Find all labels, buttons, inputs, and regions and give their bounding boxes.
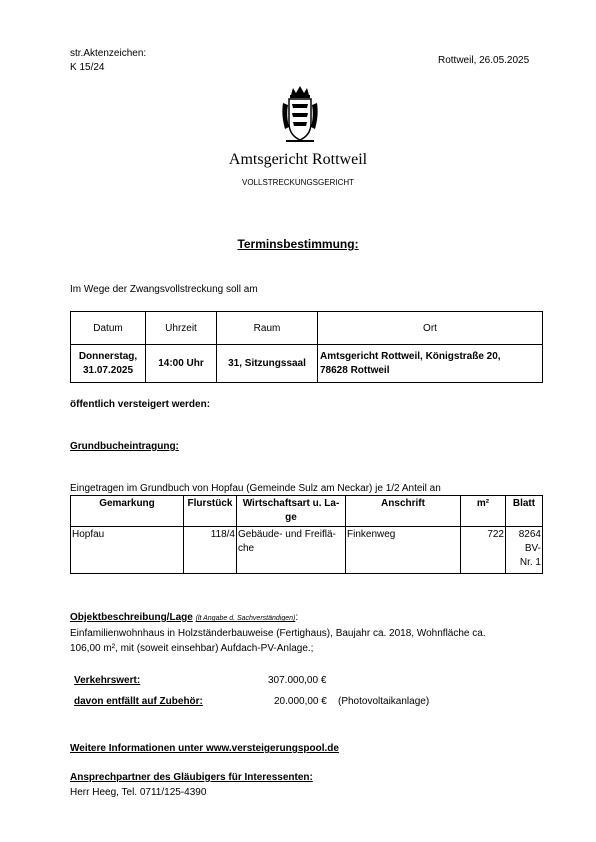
header-flurstueck: Flurstück bbox=[184, 496, 237, 527]
accessory-value-label: davon entfällt auf Zubehör: bbox=[74, 696, 203, 707]
header-ort: Ort bbox=[318, 312, 543, 345]
appointment-room: 31, Sitzungssaal bbox=[217, 345, 318, 383]
header-area: m² bbox=[461, 496, 506, 527]
table-header-row bbox=[71, 496, 543, 527]
row-blatt: 8264 BV- Nr. 1 bbox=[506, 527, 543, 574]
appointment-place: Amtsgericht Rottweil, Königstraße 20, 78628 Rottweil bbox=[318, 345, 543, 383]
reference-number: K 15/24 bbox=[70, 62, 105, 73]
header-wirtschaftsart: Wirtschaftsart u. La- ge bbox=[237, 496, 346, 527]
object-note: (lt Angabe d. Sachverständigen) bbox=[195, 615, 296, 622]
place-and-date: Rottweil, 26.05.2025 bbox=[438, 55, 530, 66]
accessory-value: 20.000,00 € bbox=[274, 696, 327, 707]
object-heading: Objektbeschreibung/Lage bbox=[70, 612, 193, 623]
object-colon: : bbox=[295, 612, 299, 623]
intro-text: Im Wege der Zwangsvollstreckung soll am bbox=[70, 284, 258, 295]
row-flurstueck: 118/4 bbox=[184, 527, 237, 574]
appointment-table bbox=[70, 311, 543, 383]
auction-text: öffentlich versteigert werden: bbox=[70, 399, 211, 410]
court-name: Amtsgericht Rottweil bbox=[228, 151, 368, 168]
accessory-note: (Photovoltaikanlage) bbox=[338, 696, 430, 707]
table-header-row bbox=[71, 312, 543, 345]
table-row bbox=[71, 527, 543, 574]
header-uhrzeit: Uhrzeit bbox=[146, 312, 217, 345]
appointment-date: Donnerstag, 31.07.2025 bbox=[71, 345, 146, 383]
market-value-label: Verkehrswert: bbox=[74, 675, 141, 686]
land-register-table bbox=[70, 495, 543, 574]
object-heading-line bbox=[70, 612, 298, 623]
header-blatt: Blatt bbox=[506, 496, 543, 527]
row-wirtschaftsart: Gebäude- und Freiflä- che bbox=[237, 527, 346, 574]
document-title: Terminsbestimmung: bbox=[237, 237, 359, 251]
object-description-line-2: 106,00 m², mit (soweit einsehbar) Aufdach-PV-Anlage.; bbox=[70, 643, 314, 654]
appointment-time: 14:00 Uhr bbox=[146, 345, 217, 383]
header-datum: Datum bbox=[71, 312, 146, 345]
header-anschrift: Anschrift bbox=[346, 496, 461, 527]
object-description-line-1: Einfamilienwohnhaus in Holzständerbauweise (Fertighaus), Baujahr ca. 2018, Wohnfläche ca. bbox=[70, 628, 486, 639]
header-gemarkung: Gemarkung bbox=[71, 496, 184, 527]
row-anschrift: Finkenweg bbox=[346, 527, 461, 574]
market-value: 307.000,00 € bbox=[268, 675, 327, 686]
land-register-heading: Grundbucheintragung: bbox=[70, 441, 179, 452]
court-department: VOLLSTRECKUNGSGERICHT bbox=[241, 178, 355, 187]
table-row bbox=[71, 345, 543, 383]
land-register-text: Eingetragen im Grundbuch von Hopfau (Gemeinde Sulz am Neckar) je 1/2 Anteil an bbox=[70, 483, 441, 494]
more-info: Weitere Informationen unter www.versteigerungspool.de bbox=[70, 743, 339, 754]
contact-text: Herr Heeg, Tel. 0711/125-4390 bbox=[70, 787, 207, 798]
contact-heading: Ansprechpartner des Gläubigers für Interessenten: bbox=[70, 772, 313, 783]
reference-label: str.Aktenzeichen: bbox=[70, 48, 147, 59]
header-raum: Raum bbox=[217, 312, 318, 345]
coat-of-arms-icon bbox=[281, 85, 319, 143]
row-area: 722 bbox=[461, 527, 506, 574]
row-gemarkung: Hopfau bbox=[71, 527, 184, 574]
